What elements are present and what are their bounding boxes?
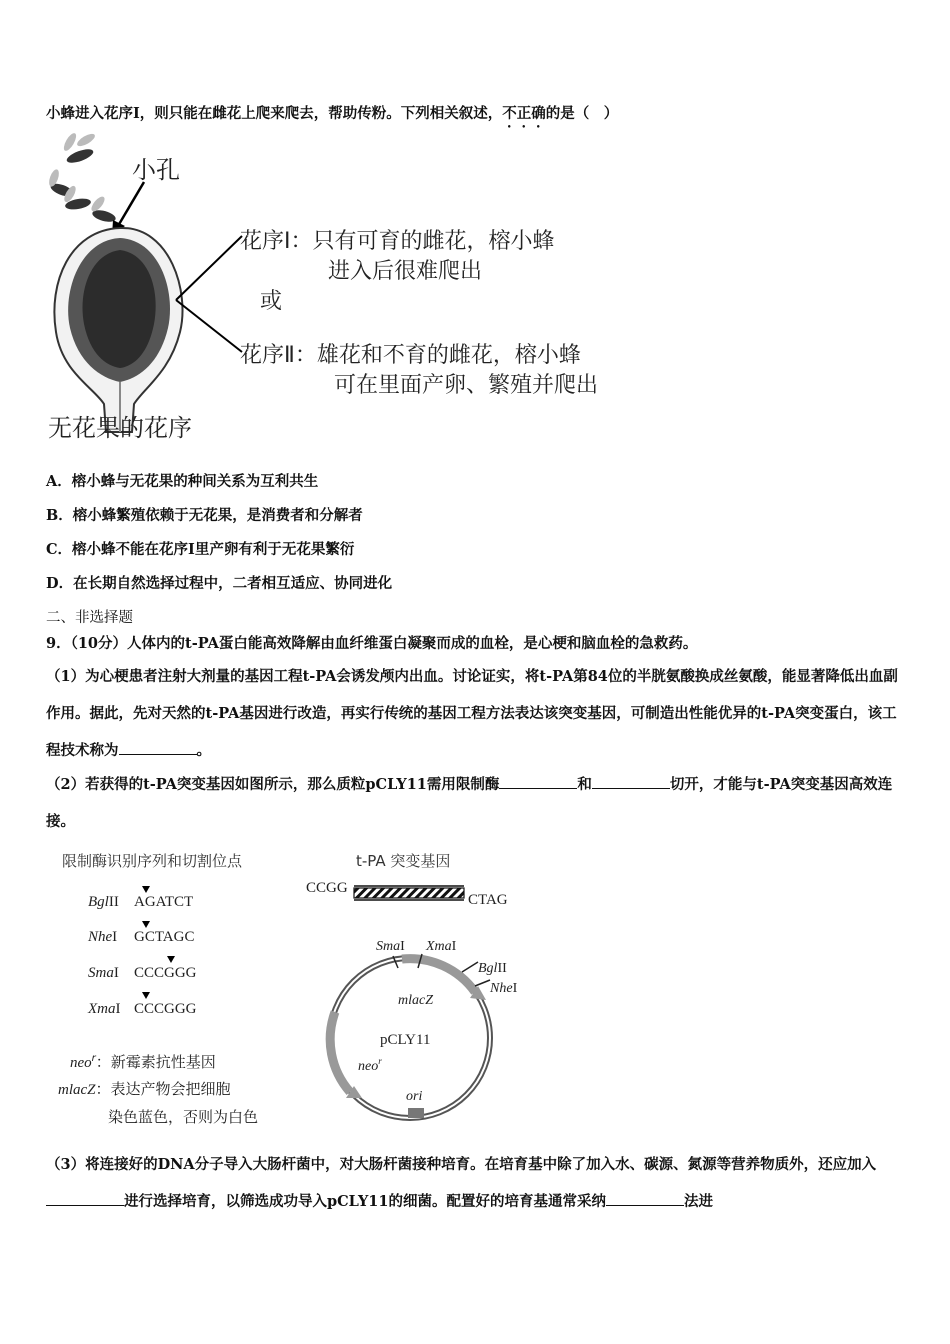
branch2-line1: 花序Ⅱ：雄花和不育的雌花，榕小蜂	[240, 343, 581, 368]
gene-left-end: CCGG	[306, 880, 348, 896]
question-9-part1: （1）为心梗患者注射大剂量的基因工程t-PA会诱发颅内出血。讨论证实，将t-PA第84位的半胱氨酸换成丝氨酸，能显著降低出血副作用。据此，先对天然的t-PA基因进行改造，再实行传统的基因工程方法表达该突变基因，可制造出性能优异的t-PA突变蛋白，该工程技术称为 。	[46, 668, 898, 759]
question-9-stem: 9．（10分）人体内的t-PA蛋白能高效降解由血纤维蛋白凝聚而成的血栓，是心梗和脑血栓的急救药。	[46, 635, 698, 652]
enzyme-row-smai	[88, 956, 197, 981]
emphasis-text: 不正确	[502, 105, 546, 122]
ori-region	[408, 1108, 424, 1118]
svg-text:BglII: BglII	[88, 894, 119, 910]
legend-neo: neo$^r$：新霉素抗性基因	[70, 1053, 216, 1071]
enzyme-row-nhei	[87, 921, 194, 945]
ori-label: ori	[406, 1089, 423, 1104]
wasp-icon	[62, 132, 97, 165]
mlacz-label: mlacZ	[398, 993, 433, 1008]
answer-blank[interactable]	[119, 738, 197, 755]
question-9-part2: （2）若获得的t-PA突变基因如图所示，那么质粒pCLY11需用限制酶 和 切开，才能与t-PA突变基因高效连接。	[46, 766, 904, 840]
neo-arc	[330, 1012, 350, 1092]
svg-text:CCCGGG: CCCGGG	[134, 965, 197, 981]
legend-mlacz-cont: 染色蓝色，否则为白色	[108, 1108, 259, 1126]
answer-blank[interactable]	[46, 1189, 124, 1206]
cut-site-marker	[142, 992, 150, 999]
question-stem-top: 小蜂进入花序Ⅰ，则只能在雌花上爬来爬去，帮助传粉。下列相关叙述，不正确的是（ ）	[46, 105, 619, 122]
hole-label: 小孔	[132, 156, 180, 184]
svg-text:CCCGGG: CCCGGG	[134, 1001, 197, 1017]
question-9-part3: （3）将连接好的DNA分子导入大肠杆菌中，对大肠杆菌接种培育。在培育基中除了加入水、碳源、氮源等营养物质外，还应加入进行选择培育，以筛选成功导入pCLY11的细菌。配置好的培育基通常采纳 法进	[46, 1156, 877, 1210]
cut-site-marker	[142, 921, 150, 928]
or-label: 或	[260, 289, 283, 314]
fig-inflorescence-figure	[40, 132, 620, 452]
answer-blank[interactable]	[592, 772, 670, 789]
option-d: D．在长期自然选择过程中，二者相互适应、协同进化	[46, 575, 393, 592]
enzyme-row-bglii	[88, 886, 193, 910]
site-nhei: NheI	[490, 981, 518, 996]
wasp-icon	[89, 195, 117, 224]
answer-blank[interactable]	[499, 772, 577, 789]
option-c: C．榕小蜂不能在花序Ⅰ里产卵有利于无花果繁衍	[46, 541, 355, 558]
enzyme-row-xmai	[87, 992, 197, 1017]
option-a: A．榕小蜂与无花果的种间关系为互利共生	[46, 473, 319, 490]
branch1-line2: 进入后很难爬出	[328, 259, 483, 284]
cut-site-marker	[142, 886, 150, 893]
plasmid-name: pCLY11	[380, 1032, 431, 1048]
branch2-line2: 可在里面产卵、繁殖并爬出	[334, 373, 599, 398]
site-smai: SmaI	[376, 939, 405, 954]
figure-caption: 无花果的花序	[48, 414, 192, 442]
option-b: B．榕小蜂繁殖依赖于无花果，是消费者和分解者	[46, 507, 363, 524]
svg-text:SmaI: SmaI	[88, 965, 119, 981]
mlacz-arc	[402, 959, 475, 992]
svg-text:GCTAGC: GCTAGC	[134, 929, 195, 945]
tpa-gene-bar	[354, 888, 464, 898]
svg-text:XmaI: XmaI	[88, 1001, 121, 1017]
enzyme-table-title: 限制酶识别序列和切割位点	[62, 852, 243, 870]
plasmid-figure	[50, 846, 530, 1132]
site-bglii: BglII	[478, 961, 507, 976]
section-heading: 二、非选择题	[46, 610, 133, 626]
legend-mlacz: mlacZ：表达产物会把细胞	[58, 1080, 231, 1098]
neo-label: neo$^r$	[358, 1056, 382, 1074]
cut-site-marker	[167, 956, 175, 963]
branch1-line1: 花序Ⅰ：只有可育的雌花，榕小蜂	[240, 229, 555, 254]
svg-text:AGATCT: AGATCT	[134, 894, 194, 910]
gene-title: t-PA 突变基因	[356, 852, 451, 870]
svg-text:NheI: NheI	[88, 929, 118, 945]
gene-right-end: CTAG	[468, 892, 508, 908]
site-xmai: XmaI	[426, 939, 457, 954]
answer-blank[interactable]	[606, 1189, 684, 1206]
